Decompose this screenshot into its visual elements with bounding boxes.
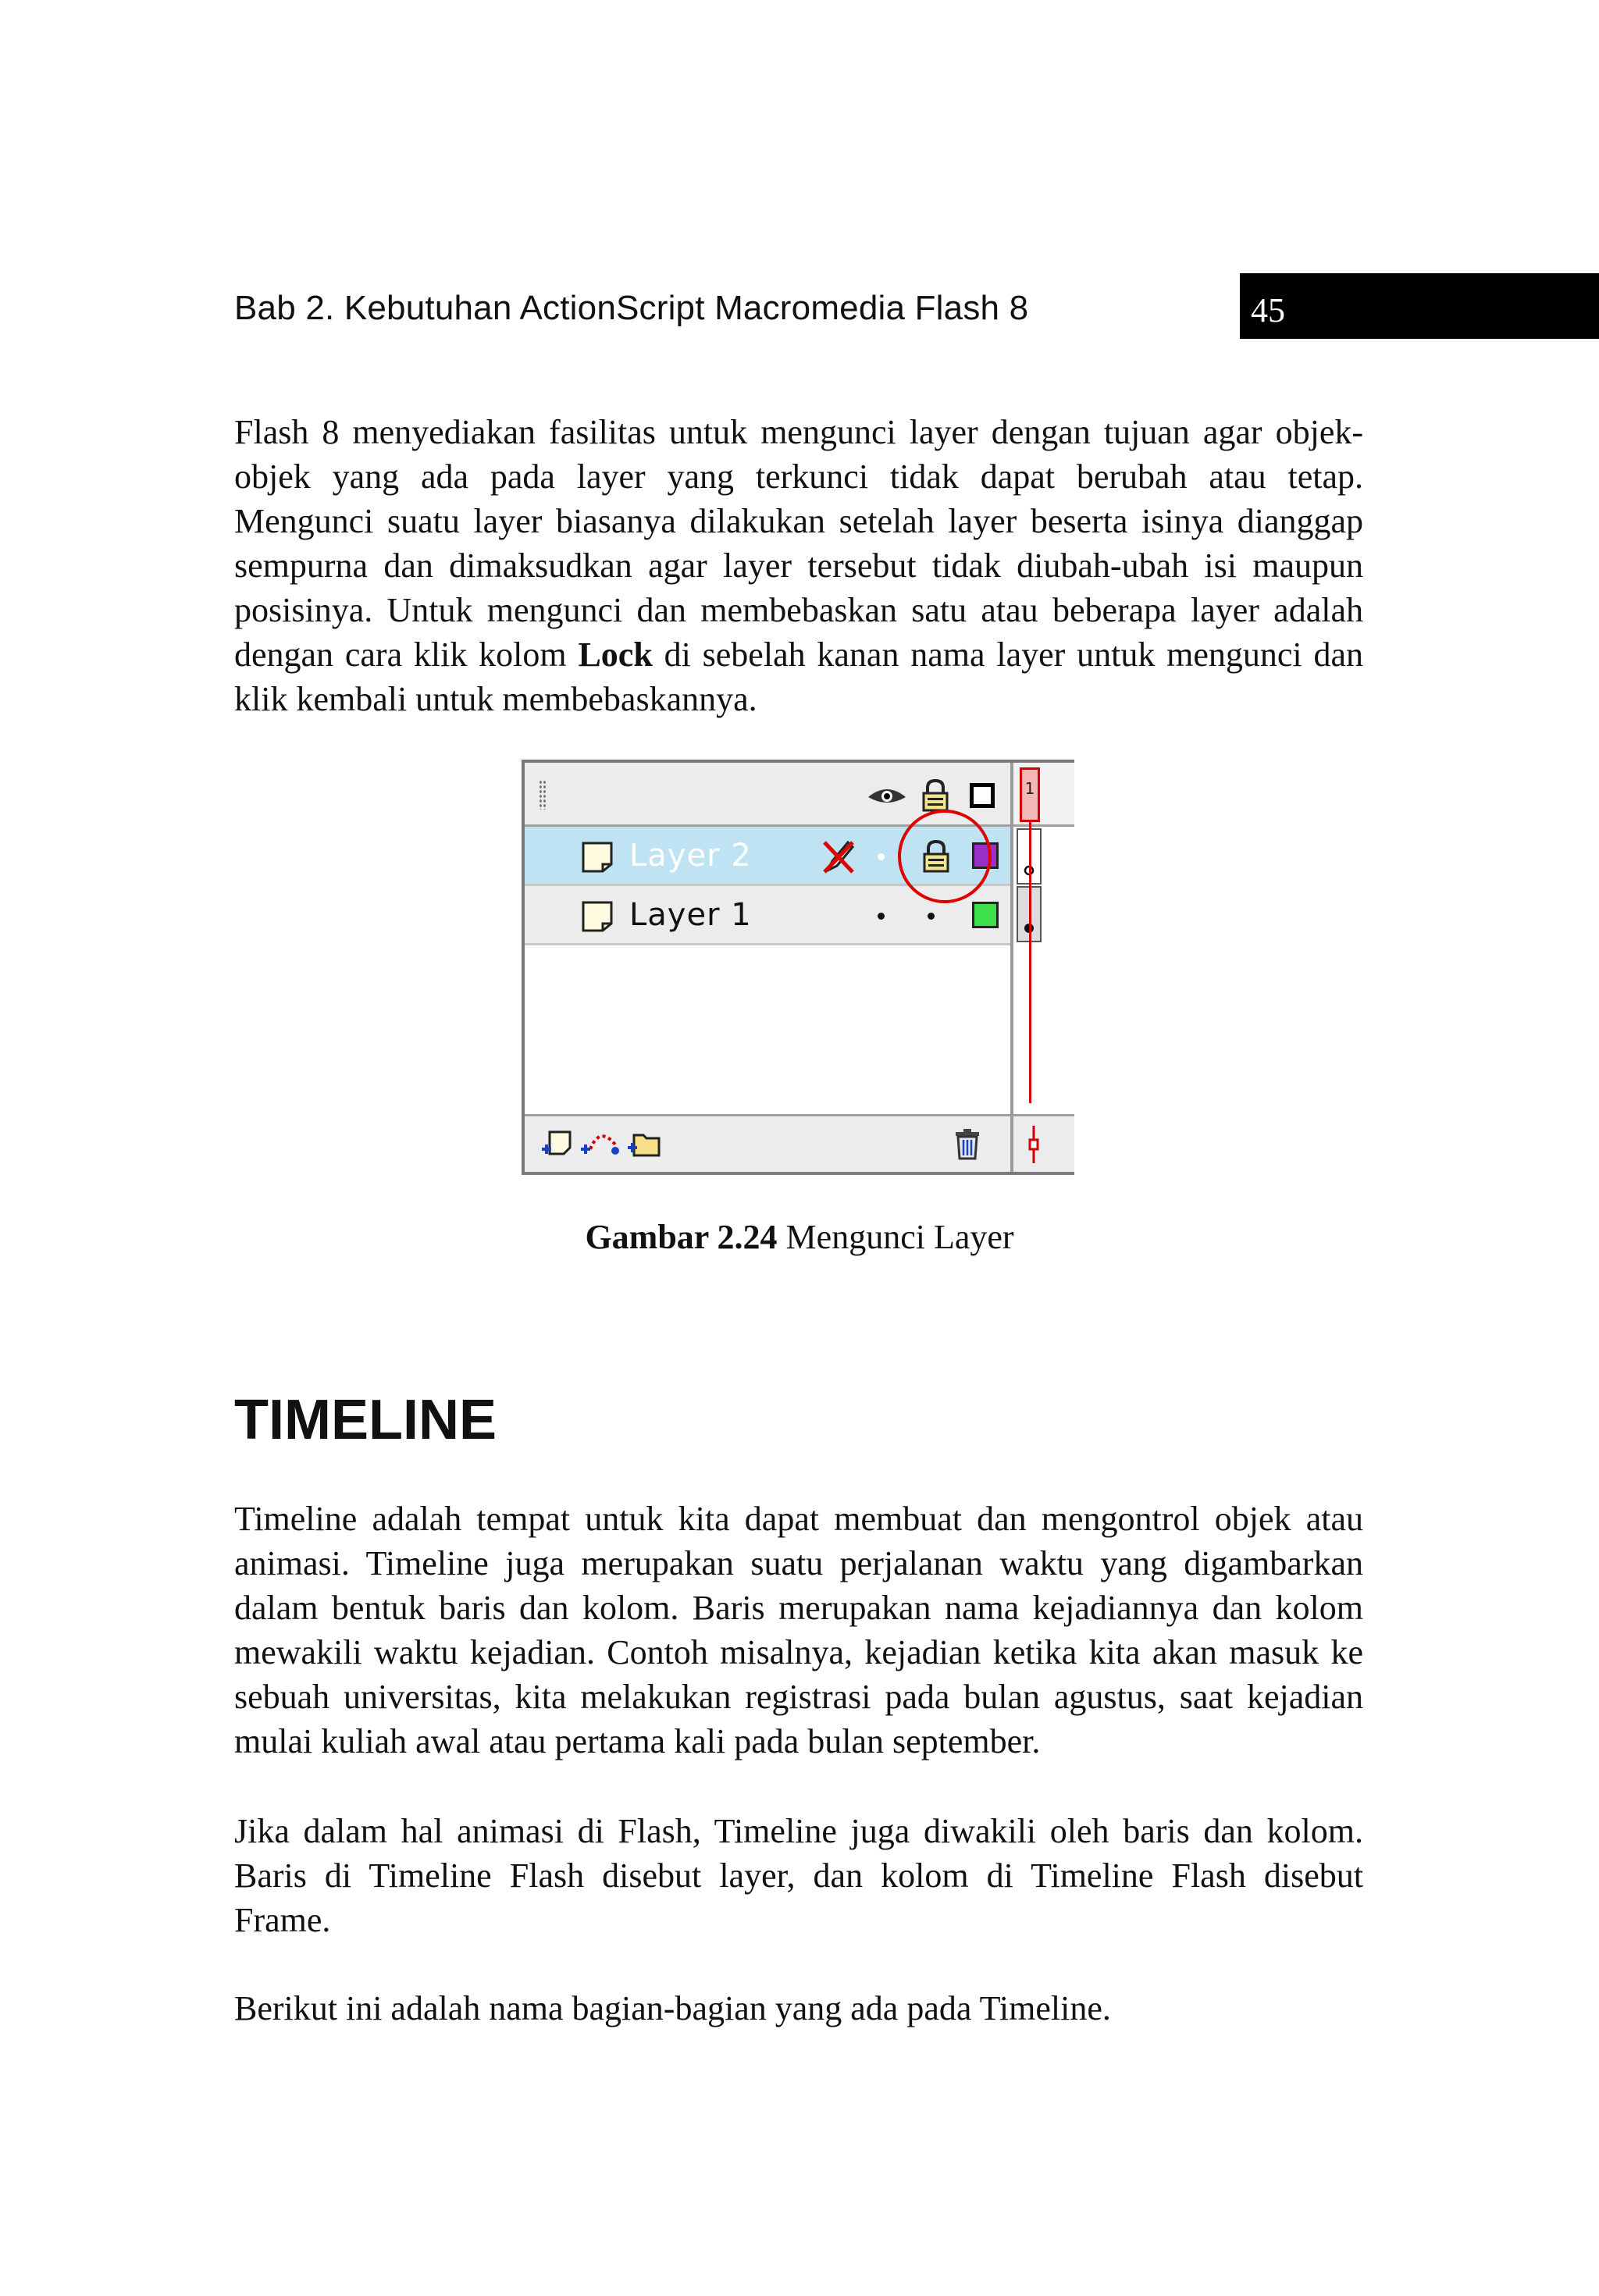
paragraph-text-start: Flash 8 menyediakan fasilitas untuk mengunci layer dengan tujuan agar objek-objek yang ada pada layer yang terkunci tidak dapat berubah atau tetap. Mengunci suatu layer biasanya dilakukan setelah layer beserta isinya dianggap sempurna dan dimaksudkan agar layer tersebut tidak diubah-ubah isi maupun posisinya. Untuk mengunci dan membebaskan satu atau beberapa layer adalah dengan cara klik kolom	[234, 413, 1363, 674]
page-number: 45	[1251, 291, 1285, 329]
pencil-locked-icon	[821, 838, 856, 875]
layer-page-icon	[581, 900, 614, 933]
lock-highlight-circle	[898, 810, 992, 903]
figure-caption	[0, 1217, 1599, 1257]
layers-column	[525, 763, 1013, 1172]
paragraph-lock-layer	[234, 410, 1363, 721]
trash-icon[interactable]	[953, 1127, 982, 1160]
visibility-dot[interactable]	[878, 853, 885, 860]
figure-caption-label: Gambar 2.24	[585, 1218, 778, 1256]
section-heading: TIMELINE	[234, 1389, 497, 1451]
paragraph-timeline-layers-frames: Jika dalam hal animasi di Flash, Timeline juga diwakili oleh baris dan kolom. Baris di Timeline Flash disebut layer, dan kolom di Timeline Flash disebut Frame.	[234, 1812, 1363, 1939]
running-header: Bab 2. Kebutuhan ActionScript Macromedia Flash 8	[234, 289, 1029, 327]
add-motion-guide-icon[interactable]	[579, 1127, 620, 1159]
layer-toolbar	[525, 1114, 1010, 1172]
figure-caption-text: Mengunci Layer	[777, 1218, 1014, 1256]
lock-keyword: Lock	[578, 635, 653, 674]
lock-column-icon[interactable]	[921, 778, 950, 813]
visibility-dot[interactable]	[878, 913, 885, 920]
frame-toolbar	[1013, 1114, 1074, 1172]
playhead[interactable]	[1020, 767, 1040, 822]
paragraph-timeline-definition: Timeline adalah tempat untuk kita dapat membuat dan mengontrol objek atau animasi. Timeline juga merupakan suatu perjalanan waktu yang digambarkan dalam bentuk baris dan kolom. Baris merupakan nama kejadiannya dan kolom mewakili waktu kejadian. Contoh misalnya, kejadian ketika kita akan masuk ke sebuah universitas, kita melakukan registrasi pada bulan agustus, saat kejadian mulai kuliah awal atau pertama kali pada bulan september.	[234, 1500, 1363, 1760]
page-number-box	[1240, 273, 1599, 339]
layer-name: Layer 1	[629, 897, 752, 933]
outline-column-icon[interactable]	[970, 783, 995, 808]
paragraph-timeline-parts-intro: Berikut ini adalah nama bagian-bagian yang ada pada Timeline.	[234, 1989, 1111, 2027]
eye-icon[interactable]	[867, 785, 907, 806]
playhead-line	[1029, 822, 1031, 1103]
timeline-layer-panel	[522, 760, 1074, 1175]
layer-name: Layer 2	[629, 838, 752, 874]
frame-number: 1	[1024, 779, 1035, 798]
center-frame-icon[interactable]	[1027, 1124, 1040, 1165]
lock-dot[interactable]	[928, 913, 935, 920]
frame-ruler	[1013, 763, 1074, 827]
frames-column	[1013, 763, 1074, 1172]
layer-page-icon	[581, 841, 614, 874]
add-folder-icon[interactable]	[626, 1127, 662, 1159]
layer-color-box[interactable]	[972, 902, 999, 928]
paragraph-text-end: di sebelah kanan nama layer untuk mengunci dan klik kembali untuk membebaskannya.	[234, 635, 1364, 718]
add-layer-icon[interactable]	[540, 1127, 573, 1159]
panel-grip-handle[interactable]	[539, 780, 547, 810]
